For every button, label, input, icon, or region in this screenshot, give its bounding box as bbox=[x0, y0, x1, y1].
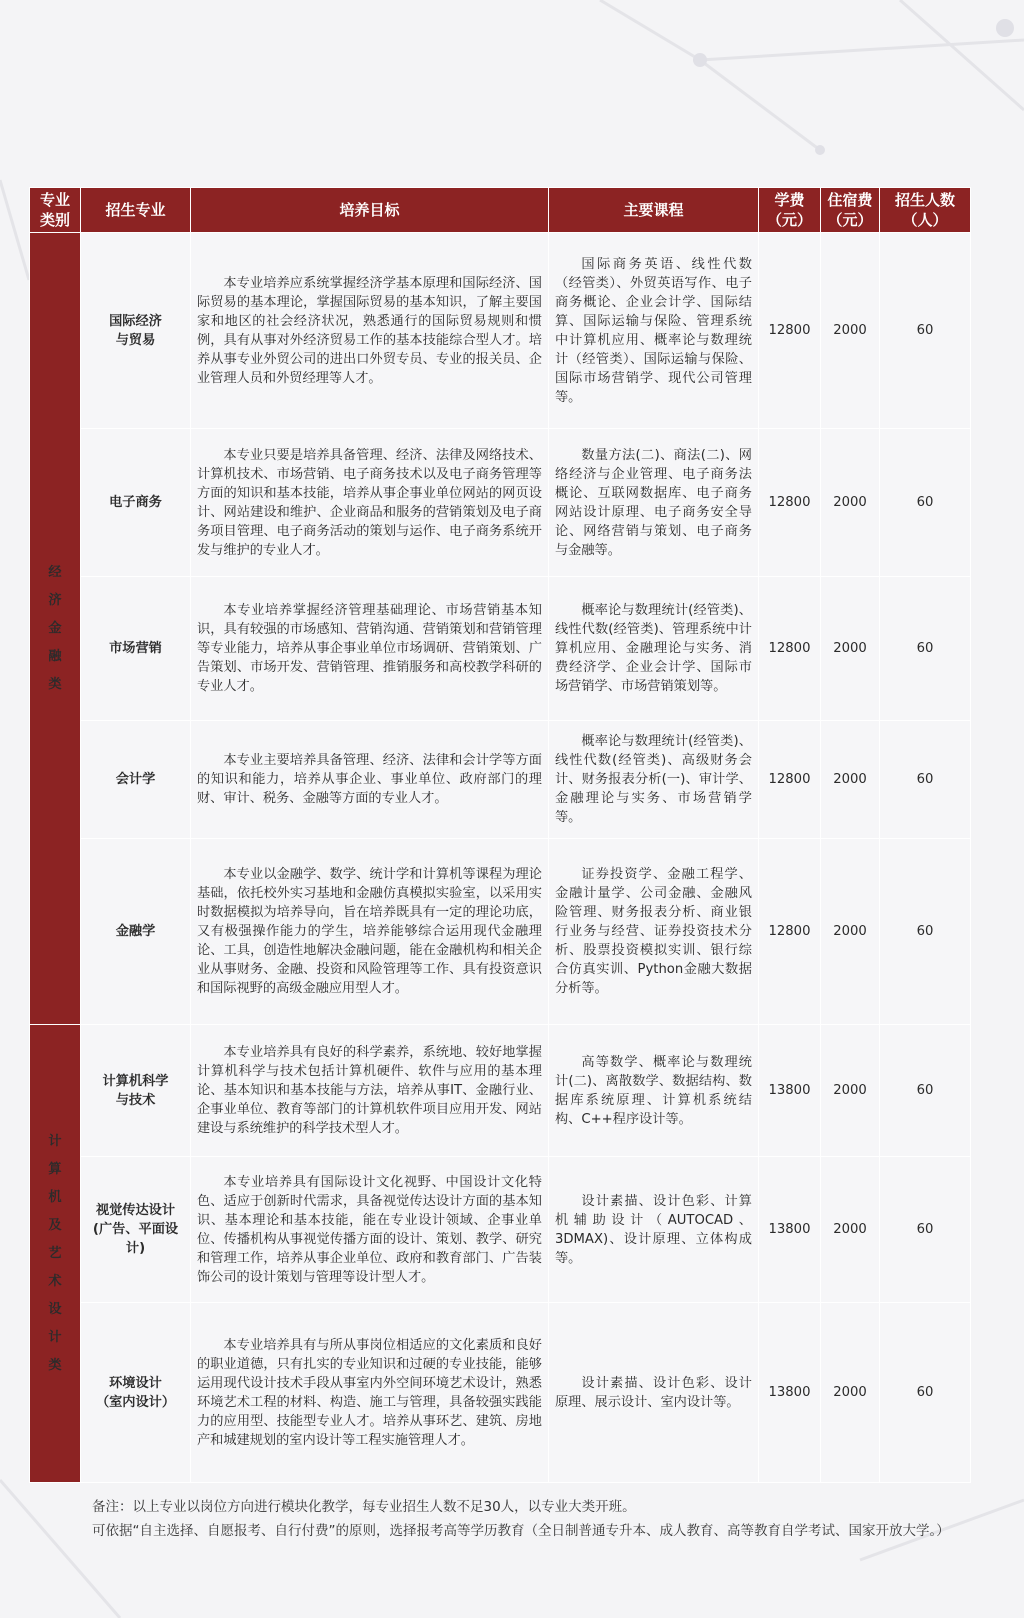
enrollment-value: 60 bbox=[880, 1303, 971, 1483]
enrollment-value: 60 bbox=[880, 429, 971, 577]
accommodation-value: 2000 bbox=[821, 1303, 880, 1483]
table-row bbox=[30, 233, 971, 429]
training-goal: 本专业只要是培养具备管理、经济、法律及网络技术、计算机技术、市场营销、电子商务技术以及电子商务管理等方面的知识和基本技能，培养从事企事业单位网站的网页设计、网站建设和维护、企业商品和服务的营销策划及电子商务项目管理、电子商务活动的策划与运作、电子商务系统开发与维护的专业人才。 bbox=[191, 429, 549, 577]
footnotes bbox=[92, 1496, 972, 1544]
enrollment-value: 60 bbox=[880, 1157, 971, 1303]
major-name: 环境设计 （室内设计） bbox=[81, 1303, 191, 1483]
enrollment-value: 60 bbox=[880, 577, 971, 721]
major-name: 视觉传达设计 (广告、平面设计) bbox=[81, 1157, 191, 1303]
major-name: 国际经济 与贸易 bbox=[81, 233, 191, 429]
category-cell-economics: 经济金融类 bbox=[30, 233, 81, 1025]
training-goal: 本专业培养具有与所从事岗位相适应的文化素质和良好的职业道德，只有扎实的专业知识和过硬的专业技能，能够运用现代设计技术手段从事室内外空间环境艺术设计，熟悉环境艺术工程的材料、构造、施工与管理，具备较强实践能力的应用型、技能型专业人才。培养从事环艺、建筑、房地产和城建规划的室内设计等工程实施管理人才。 bbox=[191, 1303, 549, 1483]
enrollment-value: 60 bbox=[880, 1025, 971, 1157]
header-tuition: 学费 （元） bbox=[759, 188, 821, 233]
table-row bbox=[30, 1303, 971, 1483]
main-courses: 概率论与数理统计(经管类)、线性代数(经管类)、高级财务会计、财务报表分析(一)、审计学、金融理论与实务、市场营销学等。 bbox=[549, 721, 759, 839]
main-courses: 数量方法(二)、商法(二)、网络经济与企业管理、电子商务法概论、互联网数据库、电子商务网站设计原理、电子商务安全导论、网络营销与策划、电子商务与金融等。 bbox=[549, 429, 759, 577]
main-courses: 高等数学、概率论与数理统计(二)、离散数学、数据结构、数据库系统原理、计算机系统结构、C++程序设计等。 bbox=[549, 1025, 759, 1157]
tuition-value: 12800 bbox=[759, 233, 821, 429]
accommodation-value: 2000 bbox=[821, 233, 880, 429]
tuition-value: 12800 bbox=[759, 721, 821, 839]
tuition-value: 13800 bbox=[759, 1025, 821, 1157]
header-accommodation: 住宿费 （元） bbox=[821, 188, 880, 233]
enrollment-value: 60 bbox=[880, 233, 971, 429]
training-goal: 本专业培养具有国际设计文化视野、中国设计文化特色、适应于创新时代需求，具备视觉传达设计方面的基本知识、基本理论和基本技能，能在专业设计领域、企事业单位、传播机构从事视觉传播方面的设计、策划、教学、研究和管理工作，培养从事企业单位、政府和教育部门、广告装饰公司的设计策划与管理等设计型人才。 bbox=[191, 1157, 549, 1303]
accommodation-value: 2000 bbox=[821, 577, 880, 721]
major-name: 市场营销 bbox=[81, 577, 191, 721]
enrollment-value: 60 bbox=[880, 839, 971, 1025]
tuition-value: 12800 bbox=[759, 429, 821, 577]
accommodation-value: 2000 bbox=[821, 721, 880, 839]
majors-table-wrapper bbox=[29, 187, 970, 1482]
training-goal: 本专业培养应系统掌握经济学基本原理和国际经济、国际贸易的基本理论，掌握国际贸易的基本知识，了解主要国家和地区的社会经济状况，熟悉通行的国际贸易规则和惯例，具有从事对外经济贸易工作的基本技能综合型人才。培养从事专业外贸公司的进出口外贸专员、专业的报关员、企业管理人员和外贸经理等人才。 bbox=[191, 233, 549, 429]
training-goal: 本专业主要培养具备管理、经济、法律和会计学等方面的知识和能力，培养从事企业、事业单位、政府部门的理财、审计、税务、金融等方面的专业人才。 bbox=[191, 721, 549, 839]
major-name: 计算机科学 与技术 bbox=[81, 1025, 191, 1157]
table-row bbox=[30, 1025, 971, 1157]
main-courses: 设计素描、设计色彩、设计原理、展示设计、室内设计等。 bbox=[549, 1303, 759, 1483]
accommodation-value: 2000 bbox=[821, 1157, 880, 1303]
training-goal: 本专业培养具有良好的科学素养，系统地、较好地掌握计算机科学与技术包括计算机硬件、软件与应用的基本理论、基本知识和基本技能与方法，培养从事IT、金融行业、企事业单位、教育等部门的计算机软件项目应用开发、网站建设与系统维护的科学技术型人才。 bbox=[191, 1025, 549, 1157]
main-courses: 证券投资学、金融工程学、金融计量学、公司金融、金融风险管理、财务报表分析、商业银行业务与经营、证券投资技术分析、股票投资模拟实训、银行综合仿真实训、Python金融大数据分析等。 bbox=[549, 839, 759, 1025]
training-goal: 本专业以金融学、数学、统计学和计算机等课程为理论基础，依托校外实习基地和金融仿真模拟实验室，以采用实时数据模拟为培养导向，旨在培养既具有一定的理论功底，又有极强操作能力的学生，培养能够综合运用现代金融理论、工具，创造性地解决金融问题，能在金融机构和相关企业从事财务、金融、投资和风险管理等工作、具有投资意识和国际视野的高级金融应用型人才。 bbox=[191, 839, 549, 1025]
main-courses: 概率论与数理统计(经管类)、线性代数(经管类)、管理系统中计算机应用、金融理论与实务、消费经济学、企业会计学、国际市场营销学、市场营销策划等。 bbox=[549, 577, 759, 721]
accommodation-value: 2000 bbox=[821, 429, 880, 577]
header-courses: 主要课程 bbox=[549, 188, 759, 233]
accommodation-value: 2000 bbox=[821, 839, 880, 1025]
training-goal: 本专业培养掌握经济管理基础理论、市场营销基本知识，具有较强的市场感知、营销沟通、营销策划和营销管理等专业能力，培养从事企事业单位市场调研、营销策划、广告策划、市场开发、营销管理、推销服务和高校教学科研的专业人才。 bbox=[191, 577, 549, 721]
header-goal: 培养目标 bbox=[191, 188, 549, 233]
tuition-value: 13800 bbox=[759, 1303, 821, 1483]
header-major: 招生专业 bbox=[81, 188, 191, 233]
table-row bbox=[30, 839, 971, 1025]
major-name: 电子商务 bbox=[81, 429, 191, 577]
tuition-value: 13800 bbox=[759, 1157, 821, 1303]
accommodation-value: 2000 bbox=[821, 1025, 880, 1157]
table-row bbox=[30, 577, 971, 721]
tuition-value: 12800 bbox=[759, 577, 821, 721]
table-header-row bbox=[30, 188, 971, 233]
main-courses: 国际商务英语、线性代数（经管类）、外贸英语写作、电子商务概论、企业会计学、国际结算、国际运输与保险、管理系统中计算机应用、概率论与数理统计（经管类）、国际运输与保险、国际市场营销学、现代公司管理等。 bbox=[549, 233, 759, 429]
table-row bbox=[30, 721, 971, 839]
table-row bbox=[30, 1157, 971, 1303]
note-line: 备注：以上专业以岗位方向进行模块化教学，每专业招生人数不足30人，以专业大类开班。 bbox=[92, 1499, 636, 1515]
main-courses: 设计素描、设计色彩、计算机辅助设计（AUTOCAD、3DMAX)、设计原理、立体构成等。 bbox=[549, 1157, 759, 1303]
table-row bbox=[30, 429, 971, 577]
category-cell-computer-art: 计算机及艺术设计类 bbox=[30, 1025, 81, 1483]
note-line: 可依据“自主选择、自愿报考、自行付费”的原则，选择报考高等学历教育（全日制普通专升本、成人教育、高等教育自学考试、国家开放大学。） bbox=[92, 1523, 950, 1539]
major-name: 会计学 bbox=[81, 721, 191, 839]
majors-table bbox=[29, 187, 971, 1483]
enrollment-value: 60 bbox=[880, 721, 971, 839]
header-category: 专业 类别 bbox=[30, 188, 81, 233]
header-enrollment: 招生人数 （人） bbox=[880, 188, 971, 233]
tuition-value: 12800 bbox=[759, 839, 821, 1025]
major-name: 金融学 bbox=[81, 839, 191, 1025]
